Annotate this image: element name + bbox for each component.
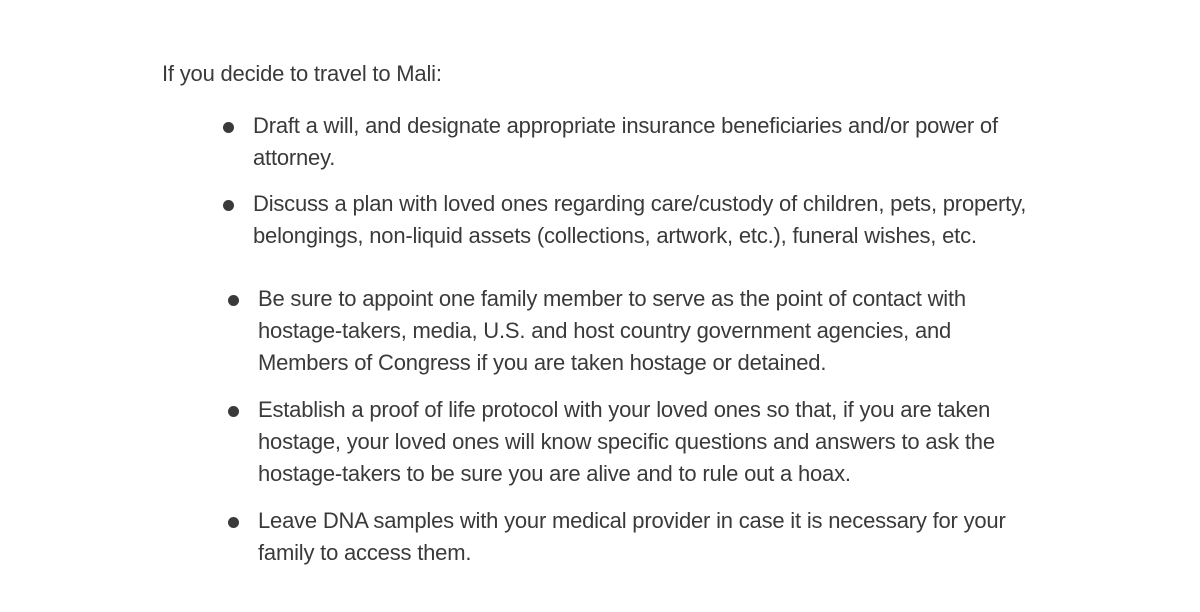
list-item	[253, 110, 1033, 174]
list-item	[258, 505, 1018, 569]
list-item-text: Discuss a plan with loved ones regarding care/custody of children, pets, property, belongings, non-liquid assets (collections, artwork, etc.), funeral wishes, etc.	[253, 191, 1027, 248]
list-item	[258, 394, 1018, 490]
intro-text: If you decide to travel to Mali:	[162, 61, 442, 86]
list-item	[258, 283, 1018, 379]
list-item	[253, 188, 1053, 252]
bullet-icon	[228, 517, 239, 528]
list-item-text: Draft a will, and designate appropriate insurance beneficiaries and/or power of attorney.	[253, 113, 998, 170]
bullet-icon	[223, 122, 234, 133]
list-item-text: Establish a proof of life protocol with your loved ones so that, if you are taken hostage, your loved ones will know specific questions and answers to ask the hostage-takers to be sure you are alive and to rule out a hoax.	[258, 397, 995, 486]
list-item-text: Be sure to appoint one family member to serve as the point of contact with hostage-takers, media, U.S. and host country government agencies, and Members of Congress if you are taken hostage or detained.	[258, 286, 966, 375]
list-item-text: Leave DNA samples with your medical provider in case it is necessary for your family to access them.	[258, 508, 1006, 565]
bullet-icon	[228, 295, 239, 306]
bullet-icon	[223, 200, 234, 211]
bullet-icon	[228, 406, 239, 417]
